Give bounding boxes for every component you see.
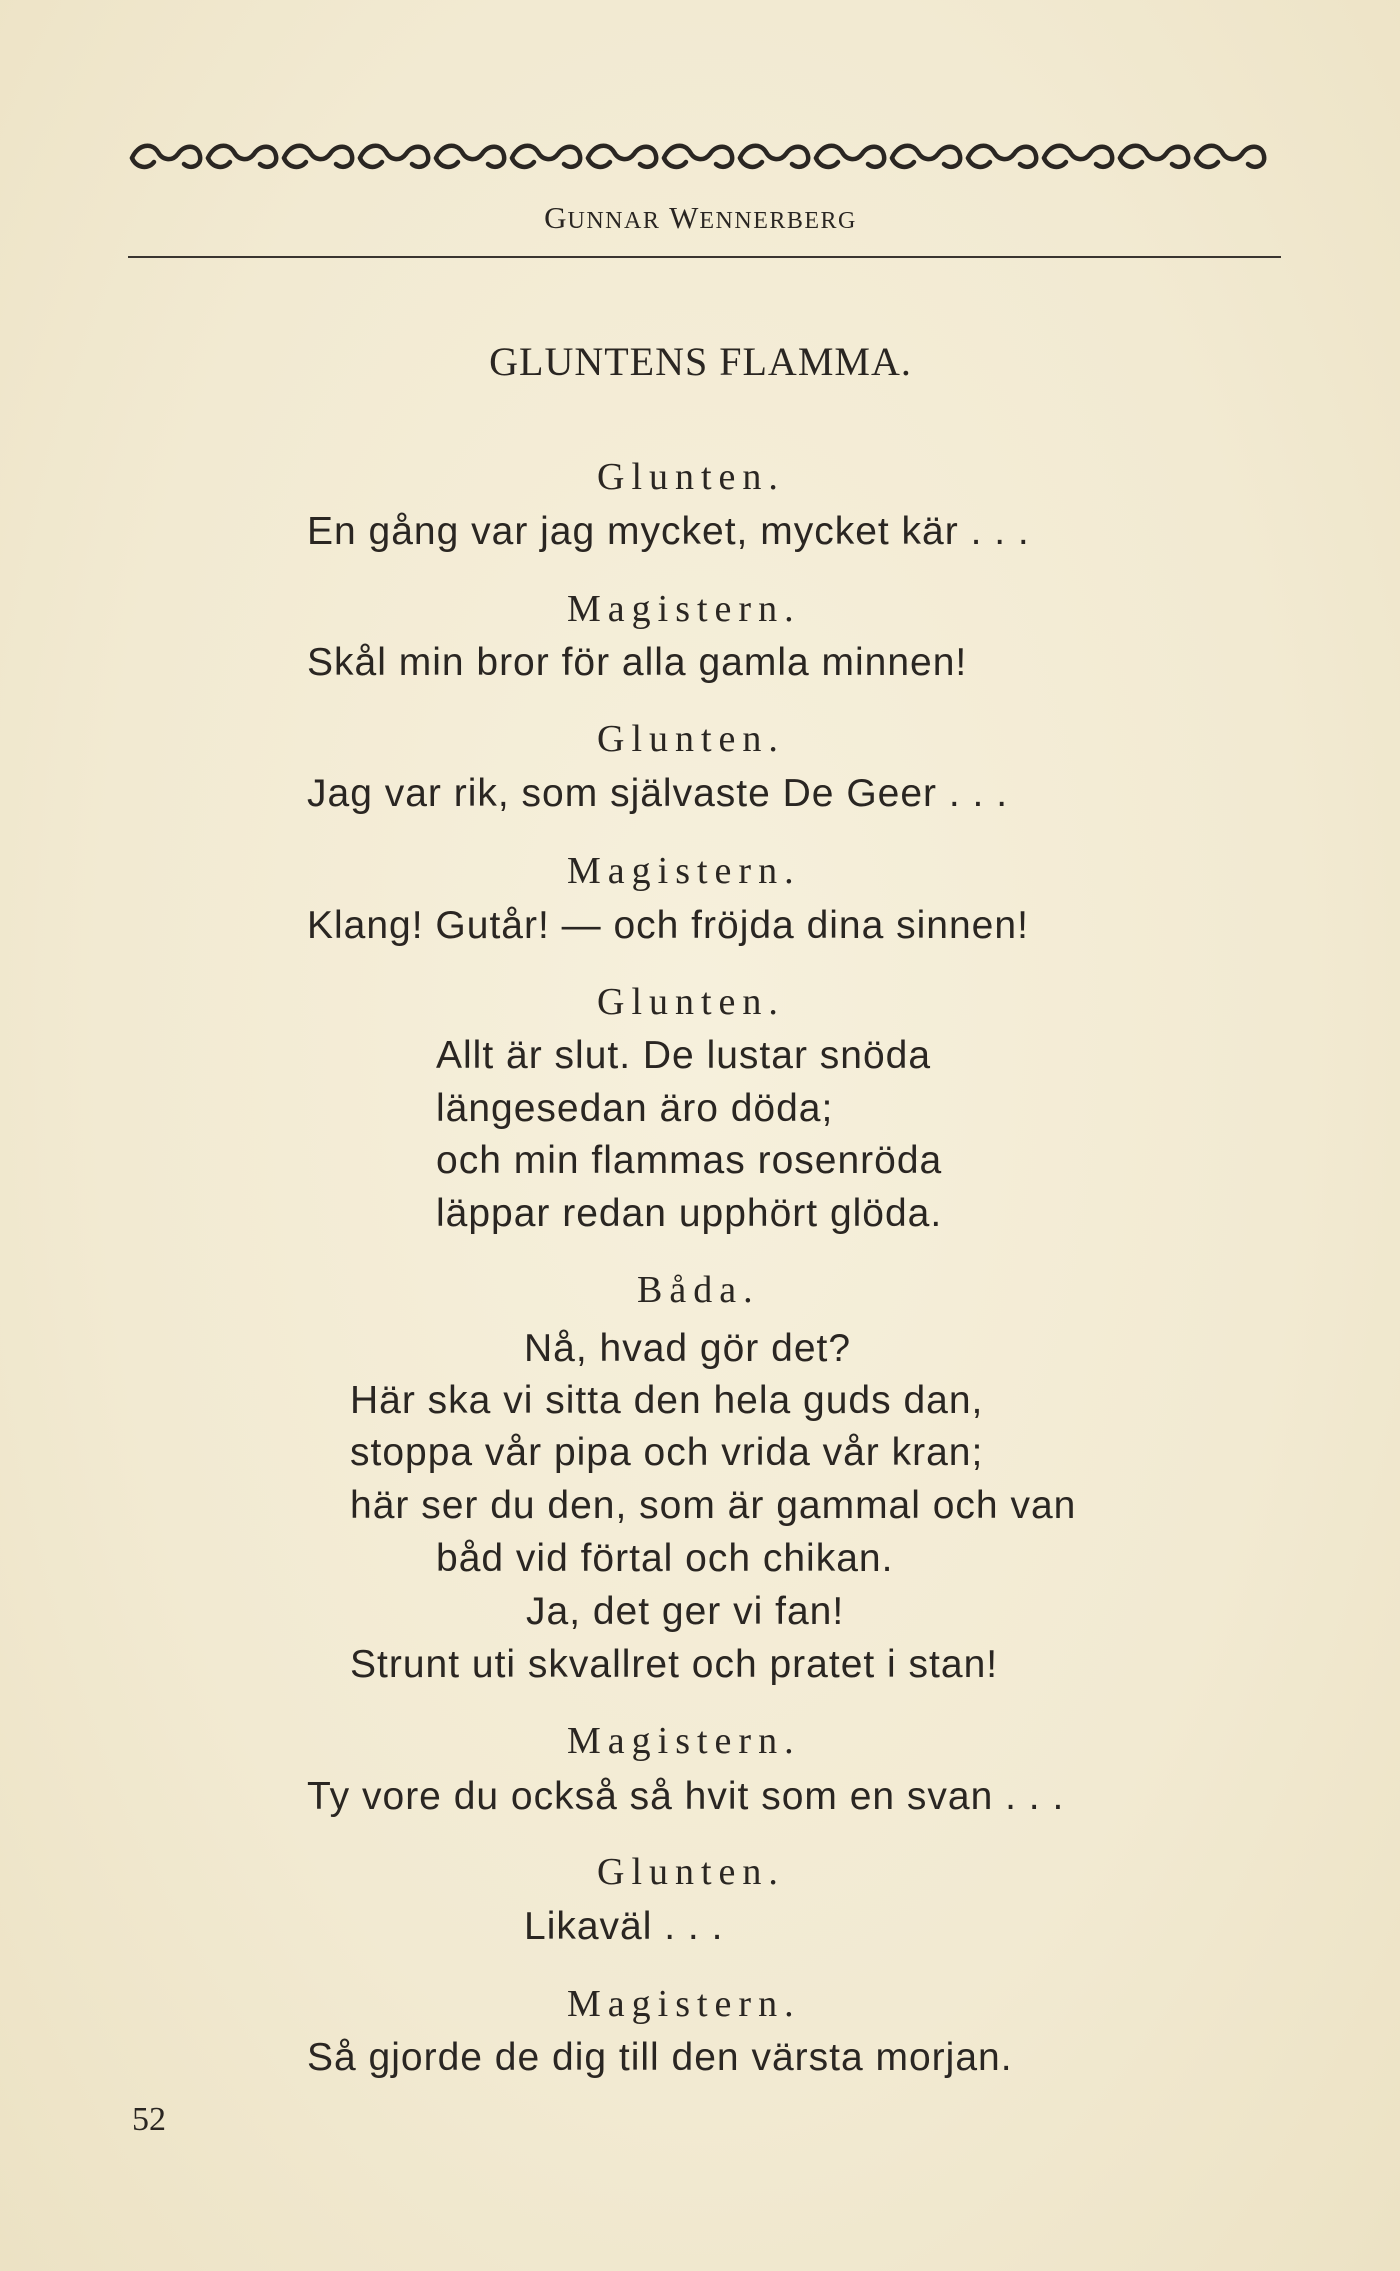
verse-line: Ja, det ger vi fan!: [526, 1590, 845, 1633]
verse-line: Strunt uti skvallret och pratet i stan!: [350, 1643, 999, 1686]
decorative-border-ornament: [128, 136, 1273, 176]
author-last-initial: W: [669, 200, 700, 235]
verse-line: och min flammas rosenröda: [436, 1139, 943, 1182]
verse-line: längesedan äro döda;: [436, 1087, 834, 1130]
verse-line: Klang! Gutår! — och fröjda dina sinnen!: [307, 904, 1029, 947]
running-head: [128, 200, 1273, 236]
verse-line: Jag var rik, som självaste De Geer . . .: [307, 772, 1009, 815]
speaker-name: Glunten.: [597, 981, 785, 1023]
speaker-name: Magistern.: [567, 1720, 801, 1762]
speaker-name: Glunten.: [597, 456, 785, 498]
verse-line: stoppa vår pipa och vrida vår kran;: [350, 1431, 984, 1474]
author-first-initial: G: [544, 200, 568, 235]
page-number: 52: [132, 2101, 166, 2138]
verse-line: Nå, hvad gör det?: [524, 1327, 852, 1370]
verse-line: En gång var jag mycket, mycket kär . . .: [307, 510, 1030, 553]
verse-line: här ser du den, som är gammal och van: [350, 1484, 1077, 1527]
header-rule: [128, 256, 1281, 258]
verse-line: Ty vore du också så hvit som en svan . . .: [307, 1775, 1065, 1818]
speaker-name: Magistern.: [567, 588, 801, 630]
verse-line: Så gjorde de dig till den värsta morjan.: [307, 2036, 1013, 2079]
verse-line: läppar redan upphört glöda.: [436, 1192, 943, 1235]
verse-line: båd vid förtal och chikan.: [436, 1537, 894, 1580]
verse-line: Likaväl . . .: [524, 1905, 724, 1948]
verse-line: Skål min bror för alla gamla minnen!: [307, 641, 968, 684]
speaker-name: Magistern.: [567, 1983, 801, 2025]
speaker-name: Magistern.: [567, 850, 801, 892]
verse-line: Här ska vi sitta den hela guds dan,: [350, 1379, 984, 1422]
speaker-name: Glunten.: [597, 718, 785, 760]
speaker-name: Glunten.: [597, 1851, 785, 1893]
poem-title: GLUNTENS FLAMMA.: [489, 339, 912, 384]
author-first-rest: UNNAR: [567, 208, 661, 234]
speaker-name: Båda.: [637, 1269, 760, 1311]
verse-line: Allt är slut. De lustar snöda: [436, 1034, 932, 1077]
author-last-rest: ENNERBERG: [699, 208, 857, 234]
